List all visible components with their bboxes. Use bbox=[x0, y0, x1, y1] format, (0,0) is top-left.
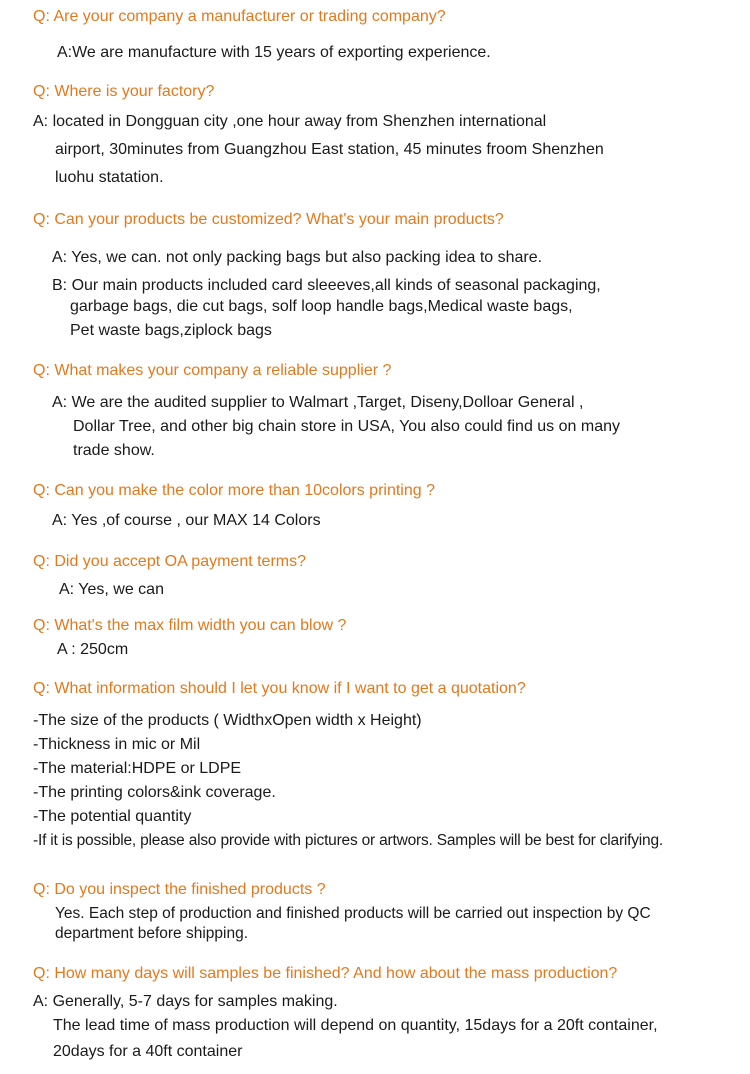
answer-8-line-3: -The material:HDPE or LDPE bbox=[33, 760, 242, 777]
answer-8-line-5: -The potential quantity bbox=[33, 808, 192, 825]
answer-3-line-1: A: Yes, we can. not only packing bags but also packing idea to share. bbox=[52, 249, 543, 266]
question-6: Q: Did you accept OA payment terms? bbox=[33, 553, 307, 570]
question-4: Q: What makes your company a reliable supplier ? bbox=[33, 362, 392, 379]
question-7: Q: What's the max film width you can blow ? bbox=[33, 617, 347, 634]
answer-3-line-2: B: Our main products included card sleeeves,all kinds of seasonal packaging, bbox=[52, 277, 601, 294]
answer-3-line-4: Pet waste bags,ziplock bags bbox=[70, 322, 272, 339]
answer-1: A:We are manufacture with 15 years of exporting experience. bbox=[57, 44, 491, 61]
question-2: Q: Where is your factory? bbox=[33, 83, 215, 100]
question-1: Q: Are your company a manufacturer or trading company? bbox=[33, 8, 446, 25]
answer-3-line-3: garbage bags, die cut bags, solf loop handle bags,Medical waste bags, bbox=[70, 298, 573, 315]
answer-2-line-2: airport, 30minutes from Guangzhou East station, 45 minutes froom Shenzhen bbox=[55, 141, 604, 158]
answer-8-line-2: -Thickness in mic or Mil bbox=[33, 736, 201, 753]
answer-2-line-1: A: located in Dongguan city ,one hour away from Shenzhen international bbox=[33, 113, 547, 130]
answer-6: A: Yes, we can bbox=[59, 581, 164, 598]
answer-8-line-4: -The printing colors&ink coverage. bbox=[33, 784, 276, 801]
answer-5: A: Yes ,of course , our MAX 14 Colors bbox=[52, 512, 321, 529]
answer-10-line-1: A: Generally, 5-7 days for samples making. bbox=[33, 993, 338, 1010]
answer-8-line-1: -The size of the products ( WidthxOpen width x Height) bbox=[33, 712, 422, 729]
answer-4-line-2: Dollar Tree, and other big chain store in USA, You also could find us on many bbox=[73, 418, 620, 435]
question-3: Q: Can your products be customized? What's your main products? bbox=[33, 211, 504, 228]
answer-9-line-2: department before shipping. bbox=[55, 925, 249, 942]
answer-7: A : 250cm bbox=[57, 641, 129, 658]
answer-2-line-3: luohu statation. bbox=[55, 169, 164, 186]
answer-10-line-2: The lead time of mass production will depend on quantity, 15days for a 20ft container, bbox=[53, 1017, 658, 1034]
answer-4-line-3: trade show. bbox=[73, 442, 155, 459]
answer-8-line-6: -If it is possible, please also provide with pictures or artwors. Samples will be best for clarifying. bbox=[33, 832, 664, 849]
question-10: Q: How many days will samples be finished? And how about the mass production? bbox=[33, 965, 618, 982]
question-5: Q: Can you make the color more than 10colors printing ? bbox=[33, 482, 435, 499]
answer-9-line-1: Yes. Each step of production and finished products will be carried out inspection by QC bbox=[55, 905, 651, 922]
question-9: Q: Do you inspect the finished products ? bbox=[33, 881, 326, 898]
question-8: Q: What information should I let you know if I want to get a quotation? bbox=[33, 680, 526, 697]
answer-4-line-1: A: We are the audited supplier to Walmart ,Target, Diseny,Dolloar General , bbox=[52, 394, 584, 411]
answer-10-line-3: 20days for a 40ft container bbox=[53, 1043, 243, 1060]
